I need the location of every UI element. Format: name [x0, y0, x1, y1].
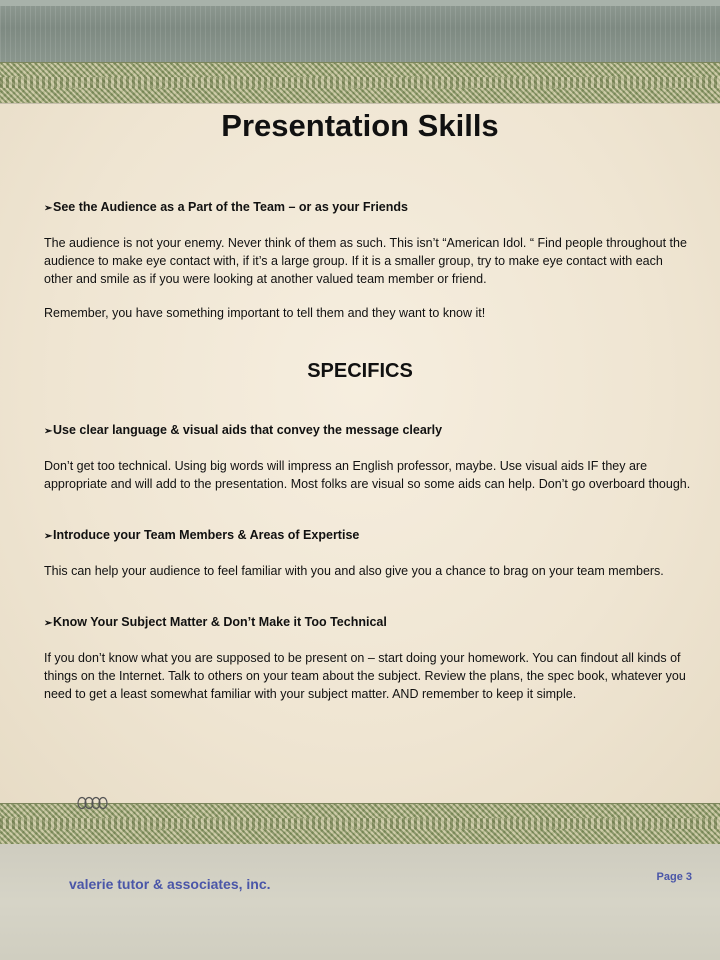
decorative-trim-top — [0, 62, 720, 104]
paragraph-subject-matter: If you don’t know what you are supposed to be present on – start doing your homework. You can findout all kinds of things on the Internet. Talk to others on your team about the subject. Review the plans, the spec book, whatever you need to get a least somewhat familiar with your subject matter. AND remember to keep it simple. — [44, 651, 686, 701]
bullet-heading-audience — [44, 199, 694, 217]
bullet-heading-text: Use clear language & visual aids that convey the message clearly — [53, 423, 443, 437]
top-band — [0, 0, 720, 62]
bullet-heading-text: Know Your Subject Matter & Don’t Make it Too Technical — [53, 615, 387, 629]
bullet-heading-clear-language — [44, 422, 694, 440]
arrow-bullet-icon: ➢ — [44, 531, 53, 542]
paragraph-clear-language: Don’t get too technical. Using big words will impress an English professor, maybe. Use visual aids IF they are appropriate and will add to the presentation. Most folks are visual so some aids can help. Don’t go overboard though. — [44, 459, 691, 491]
bullet-heading-text: Introduce your Team Members & Areas of Expertise — [53, 528, 360, 542]
bullet-heading-team-members — [44, 527, 694, 545]
trim-inner — [0, 818, 720, 829]
arrow-bullet-icon: ➢ — [44, 426, 53, 437]
arrow-bullet-icon: ➢ — [44, 203, 53, 214]
paragraph-audience: The audience is not your enemy. Never think of them as such. This isn’t “American Idol. “ Find people throughout the audience to make eye contact with, if it’s a large group. If it is a smaller group, try to make eye contact with each other and smile as if you were looking at another valued team member or friend. — [44, 236, 687, 286]
page-number: Page 3 — [656, 871, 692, 883]
page-title: Presentation Skills — [221, 108, 499, 143]
paragraph-remember: Remember, you have something important to tell them and they want to know it! — [44, 306, 486, 320]
footer-band — [0, 844, 720, 960]
bullet-heading-text: See the Audience as a Part of the Team – or as your Friends — [53, 200, 408, 214]
paragraph-team-members: This can help your audience to feel familiar with you and also give you a chance to brag on your team members. — [44, 564, 664, 578]
top-band-edge — [0, 0, 720, 6]
trim-inner — [0, 77, 720, 88]
bullet-heading-subject-matter — [44, 614, 694, 632]
arrow-bullet-icon: ➢ — [44, 618, 53, 629]
company-name: valerie tutor & associates, inc. — [69, 876, 271, 892]
specifics-heading: SPECIFICS — [307, 360, 413, 382]
decorative-rings-icon — [76, 796, 110, 810]
